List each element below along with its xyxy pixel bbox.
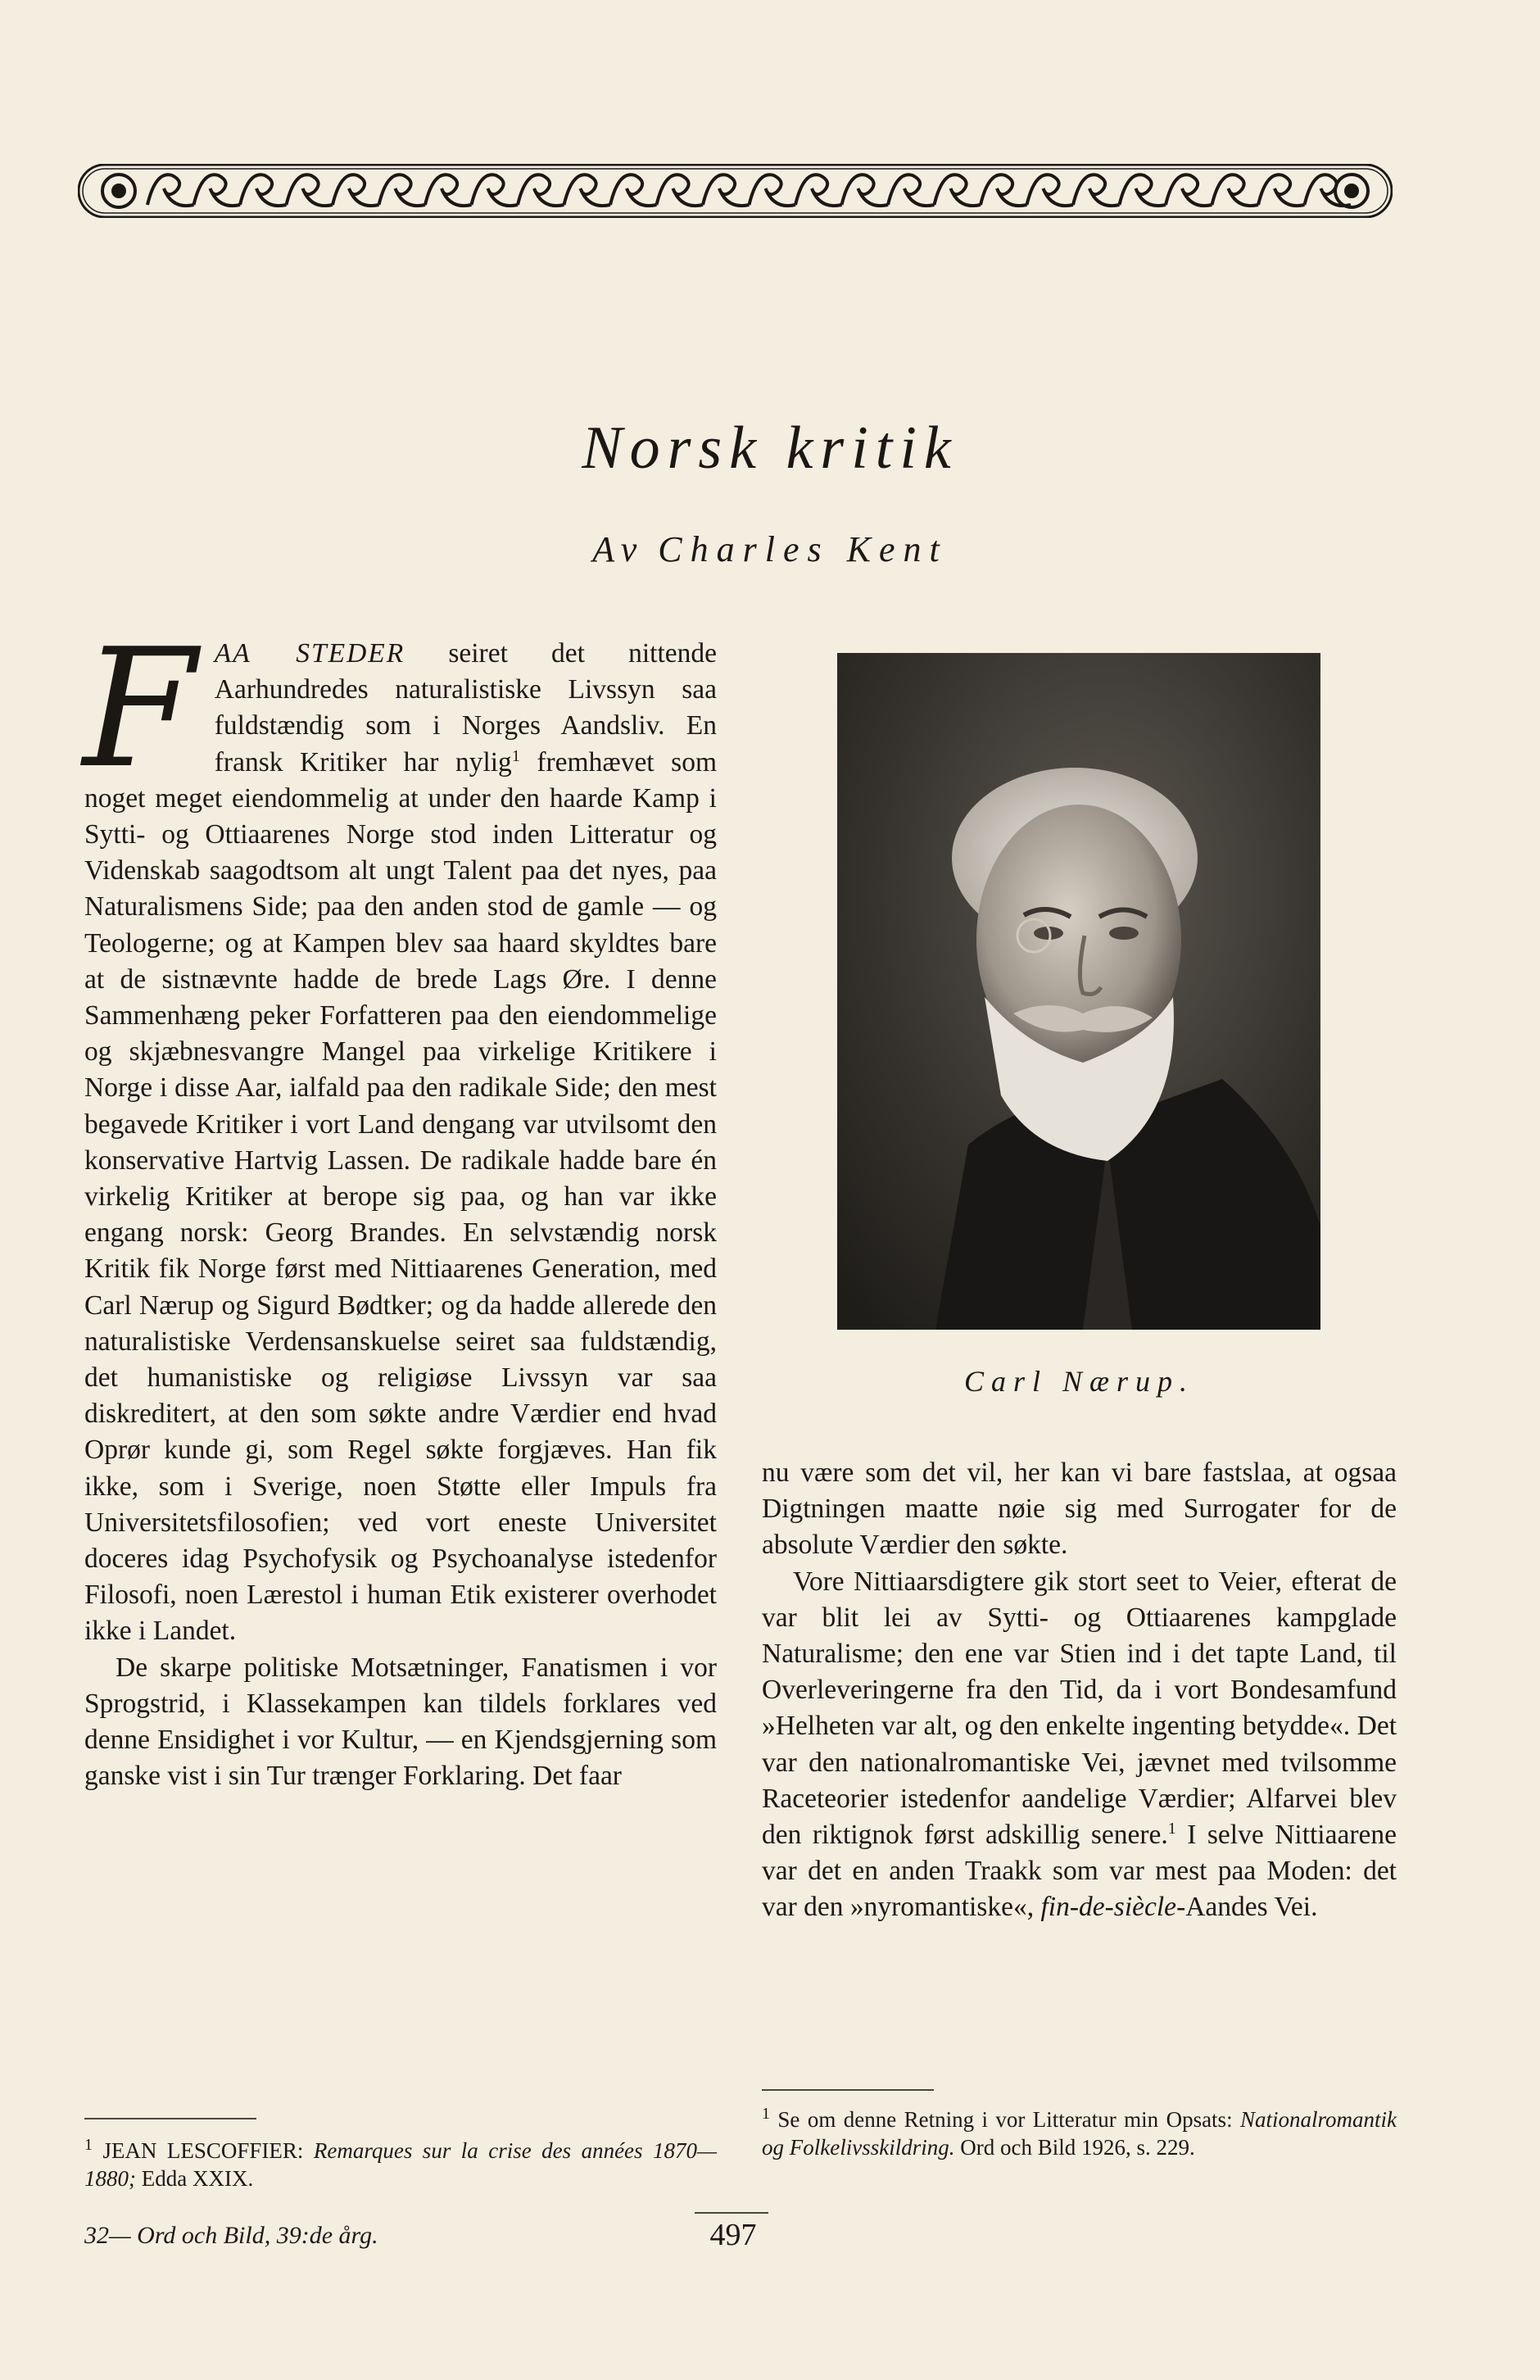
ornament-wave xyxy=(610,175,657,206)
byline-author: Charles Kent xyxy=(658,529,948,569)
ornament-wave xyxy=(518,175,564,206)
ornament-wave xyxy=(795,175,842,206)
footnote-rule-right xyxy=(762,2089,934,2091)
ornament-wave xyxy=(147,175,194,206)
ornament-wave xyxy=(888,175,935,206)
article-title: Norsk kritik xyxy=(582,415,958,482)
footnote-right-text-a: Se om denne Retning i vor Litteratur min Opsats: xyxy=(777,2107,1233,2132)
right-paragraph-2-text-b: I selve Nittiaarene var det en anden Traakk som var mest paa Moden: det var den »nyromantiske«, xyxy=(762,1820,1397,1923)
footnote-right-title-a: Nationalromantik xyxy=(1239,2107,1397,2132)
ornament-wave xyxy=(703,175,750,206)
footnote-marker: 1 xyxy=(511,746,520,765)
paragraph-1-text-b: fremhævet som noget meget eiendommelig at under den haarde Kamp i Sytti- og Ottiaarenes Norge stod inden Litteratur og Videnskab saagodtsom alt ungt Talent paa det nyes, paa Naturalismens Side; paa den anden stod de gamle — og Teologerne; og at Kampen blev saa haard skyldtes bare at de sistnævnte hadde de brede Lags Øre. I denne Sammenhæng peker Forfatteren paa den eiendommelige og skjæbnesvangre Mangel paa virkelige Kritikere i Norge i disse Aar, ialfald paa den radikale Side; den mest begavede Kritiker i vort Land dengang var utvilsomt den konservative Hartvig Lassen. De radikale hadde bare én virkelig Kritiker at berope sig paa, og han var ikke engang norsk: Georg Brandes. En selvstændig norsk Kritik fik Norge først med Nittiaarenes Generation, med Carl Nærup og Sigurd Bødtker; og da hadde allerede den naturalistiske Verdensanskuelse seiret saa fuldstændig, det humanistiske og religiøse Livssyn var saa diskreditert, at den som søkte andre Værdier end hvad Oprør kunde gi, som Regel søkte forgjæves. Han fik ikke, som i Sverige, noen Støtte eller Impuls fra Universitetsfilosofien; ved vort eneste Universitet doceres idag Psychofysik og Psychoanalyse istedenfor Filosofi, noen Lærestol i human Etik existerer overhodet ikke i Landet. xyxy=(84,746,718,1647)
ornament-wave xyxy=(333,175,379,206)
footer-signature: 32— Ord och Bild, 39:de årg. xyxy=(84,2222,378,2249)
footnote-left xyxy=(84,2137,717,2192)
ornament-wave xyxy=(657,175,704,206)
footnote-right-og: og xyxy=(762,2135,784,2160)
footnote-left-title: Remarques sur la crise des années 1870—1880; xyxy=(84,2138,718,2191)
footnote-left-rest: Edda XXIX. xyxy=(141,2166,254,2191)
footnote-right-text-b: Ord och Bild 1926, s. 229. xyxy=(960,2135,1195,2160)
right-column xyxy=(762,1455,1397,1926)
footnote-marker: 1 xyxy=(1167,1819,1176,1838)
right-paragraph-2 xyxy=(762,1564,1397,1926)
left-column xyxy=(83,614,718,1795)
footnote-right-title-b: Folkelivsskildring. xyxy=(789,2135,955,2160)
ornament-wave xyxy=(1073,175,1120,206)
ornament-wave xyxy=(750,175,796,206)
right-paragraph-2-text-c: -Aandes Vei. xyxy=(1176,1892,1318,1923)
footnote-left-author: JEAN LESCOFFIER: xyxy=(102,2138,304,2163)
portrait-photo xyxy=(837,653,1320,1330)
photo-caption: Carl Nærup. xyxy=(963,1365,1195,1398)
ornament-wave xyxy=(1027,175,1074,206)
paragraph-1-text-a: seiret det nittende Aarhundredes naturalistiske Livssyn saa fuldstændig som i Norges Aandsliv. En fransk Kritiker har nylig xyxy=(214,638,717,777)
ornament-wave xyxy=(240,175,287,206)
ornament-wave xyxy=(842,175,889,206)
paragraph-2: De skarpe politiske Motsætninger, Fanatismen i vor Sprogstrid, i Klassekampen kan tildels forklares ved denne Ensidighet i vor Kultur, — en Kjendsgjerning som ganske vist i sin Tur trænger Forklaring. Det faar xyxy=(84,1652,717,1792)
footnote-left-mark: 1 xyxy=(84,2136,93,2154)
ornament-wave xyxy=(1166,175,1212,206)
decorative-border-ornament xyxy=(78,164,1393,218)
opening-words: AA STEDER xyxy=(214,638,405,669)
ornament-wave xyxy=(287,175,333,206)
byline-prefix: Av xyxy=(592,529,645,569)
ornament-wave xyxy=(1258,175,1305,206)
ornament-wave xyxy=(194,175,241,206)
ornament-wave xyxy=(425,175,472,206)
paragraph-1 xyxy=(83,614,718,1650)
ornament-wave xyxy=(981,175,1027,206)
article-byline xyxy=(0,528,1540,570)
footnote-rule-left xyxy=(84,2118,256,2119)
ornament-wave xyxy=(1305,175,1352,206)
right-paragraph-2-italic: fin-de-siècle xyxy=(1040,1892,1177,1923)
portrait-image xyxy=(837,653,1320,1330)
page-number: 497 xyxy=(709,2218,757,2252)
ornament-wave xyxy=(935,175,981,206)
ornament-wave xyxy=(1120,175,1166,206)
right-paragraph-1: nu være som det vil, her kan vi bare fastslaa, at ogsaa Digtningen maatte nøie sig med Surrogater for de absolute Værdier den søkte. xyxy=(762,1457,1397,1561)
ornament-wave xyxy=(472,175,519,206)
ornament-wave xyxy=(379,175,426,206)
drop-cap: F xyxy=(83,614,197,805)
ornament-wave xyxy=(1212,175,1259,206)
ornament-wave xyxy=(564,175,611,206)
footnote-right-mark: 1 xyxy=(762,2105,770,2123)
right-paragraph-2-text-a: Vore Nittiaarsdigtere gik stort seet to Veier, efterat de var blit lei av Sytti- og Ottiaarenes kampglade Naturalisme; den ene var Stien ind i det tapte Land, til Overleveringerne fra den Tid, da i vort Bondesamfund »Helheten var alt, og den enkelte ingenting betydde«. Det var den nationalromantiske Vei, jævnet med tvilsomme Raceteorier istedenfor aandelige Værdier; Alfarvei blev den riktignok først adskillig senere. xyxy=(762,1566,1397,1851)
page-number-rule xyxy=(695,2212,768,2214)
footnote-right xyxy=(762,2106,1397,2161)
